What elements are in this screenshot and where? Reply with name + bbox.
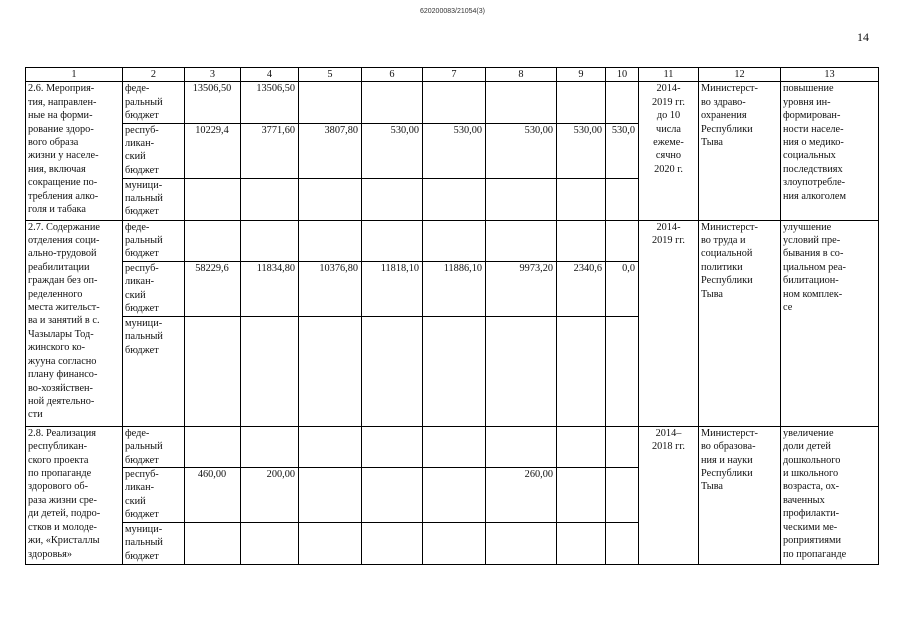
document-id: 620200083/21054(3) xyxy=(419,8,485,15)
budget-value: 530,00 xyxy=(362,123,423,178)
empty-cell xyxy=(606,426,639,467)
result-cell: увеличение доли детей дошкольного и школьного возраста, ох- ваченных профилакти- ческими ме- роприятиями по пропаганде xyxy=(781,426,879,564)
column-number: 12 xyxy=(699,68,781,82)
empty-cell xyxy=(241,178,299,220)
column-number: 3 xyxy=(185,68,241,82)
budget-value: 3807,80 xyxy=(299,123,362,178)
empty-cell xyxy=(486,426,557,467)
empty-cell xyxy=(362,82,423,123)
budget-value: 530,00 xyxy=(423,123,486,178)
empty-cell xyxy=(423,178,486,220)
empty-cell xyxy=(557,523,606,565)
table-row xyxy=(26,220,879,261)
empty-cell xyxy=(423,426,486,467)
budget-value: 530,0 xyxy=(606,123,639,178)
empty-cell xyxy=(557,468,606,523)
empty-cell xyxy=(299,82,362,123)
budget-value: 530,00 xyxy=(557,123,606,178)
empty-cell xyxy=(241,426,299,467)
budget-table xyxy=(25,67,879,565)
budget-value: 11834,80 xyxy=(241,261,299,316)
empty-cell xyxy=(557,178,606,220)
empty-cell xyxy=(362,468,423,523)
period-cell: 2014- 2019 гг. до 10 числа ежеме- сячно 2020 г. xyxy=(639,82,699,220)
empty-cell xyxy=(557,316,606,426)
empty-cell xyxy=(299,426,362,467)
budget-value: 58229,6 xyxy=(185,261,241,316)
budget-value: 2340,6 xyxy=(557,261,606,316)
column-number: 10 xyxy=(606,68,639,82)
empty-cell xyxy=(241,316,299,426)
budget-source: респуб- ликан- ский бюджет xyxy=(123,123,185,178)
empty-cell xyxy=(241,523,299,565)
column-number: 4 xyxy=(241,68,299,82)
empty-cell xyxy=(299,468,362,523)
budget-source: муници- пальный бюджет xyxy=(123,523,185,565)
column-number: 8 xyxy=(486,68,557,82)
budget-value: 260,00 xyxy=(486,468,557,523)
table-row xyxy=(26,82,879,123)
empty-cell xyxy=(423,316,486,426)
empty-cell xyxy=(606,468,639,523)
empty-cell xyxy=(606,82,639,123)
empty-cell xyxy=(486,82,557,123)
empty-cell xyxy=(185,316,241,426)
budget-value: 9973,20 xyxy=(486,261,557,316)
page-number: 14 xyxy=(857,30,869,44)
activity-cell: 2.8. Реализация республикан- ского проекта по пропаганде здорового об- раза жизни сре- ди детей, подро- стков и молоде- жи, «Кристаллы здоровья» xyxy=(26,426,123,564)
period-cell: 2014– 2018 гг. xyxy=(639,426,699,564)
result-cell: повышение уровня ин- формирован- ности населе- ния о медико- социальных последствиях злоупотребле- ния алкоголем xyxy=(781,82,879,220)
empty-cell xyxy=(241,220,299,261)
empty-cell xyxy=(362,426,423,467)
empty-cell xyxy=(362,523,423,565)
empty-cell xyxy=(185,523,241,565)
column-number: 7 xyxy=(423,68,486,82)
empty-cell xyxy=(362,178,423,220)
empty-cell xyxy=(299,178,362,220)
empty-cell xyxy=(362,220,423,261)
column-number: 9 xyxy=(557,68,606,82)
empty-cell xyxy=(185,220,241,261)
empty-cell xyxy=(486,523,557,565)
executor-cell: Министерст- во здраво- охранения Республики Тыва xyxy=(699,82,781,220)
empty-cell xyxy=(423,82,486,123)
budget-source: муници- пальный бюджет xyxy=(123,178,185,220)
empty-cell xyxy=(606,316,639,426)
empty-cell xyxy=(557,220,606,261)
column-number: 1 xyxy=(26,68,123,82)
empty-cell xyxy=(185,178,241,220)
budget-value: 10376,80 xyxy=(299,261,362,316)
budget-source: феде- ральный бюджет xyxy=(123,426,185,467)
result-cell: улучшение условий пре- бывания в со- циальном реа- билитацион- ном комплек- се xyxy=(781,220,879,426)
empty-cell xyxy=(423,220,486,261)
empty-cell xyxy=(299,523,362,565)
column-number: 5 xyxy=(299,68,362,82)
budget-value: 0,0 xyxy=(606,261,639,316)
empty-cell xyxy=(486,220,557,261)
budget-value: 3771,60 xyxy=(241,123,299,178)
empty-cell xyxy=(486,178,557,220)
budget-source: респуб- ликан- ский бюджет xyxy=(123,261,185,316)
budget-source: респуб- ликан- ский бюджет xyxy=(123,468,185,523)
empty-cell xyxy=(486,316,557,426)
header-row xyxy=(26,68,879,82)
budget-value: 200,00 xyxy=(241,468,299,523)
empty-cell xyxy=(362,316,423,426)
column-number: 6 xyxy=(362,68,423,82)
activity-cell: 2.6. Мероприя- тия, направлен- ные на форми- рование здоро- вого образа жизни у населе- ния, включая сокращение по- требления алко- голя и табака xyxy=(26,82,123,220)
budget-source: феде- ральный бюджет xyxy=(123,82,185,123)
activity-cell: 2.7. Содержание отделения соци- ально-трудовой реабилитации граждан без оп- ределенного места жительст- ва и занятий в с. Чазылары Тод- жинского ко- жууна согласно плану финансо- во-хозяйствен- ной деятельно- сти xyxy=(26,220,123,426)
empty-cell xyxy=(423,468,486,523)
empty-cell xyxy=(557,82,606,123)
budget-source: феде- ральный бюджет xyxy=(123,220,185,261)
budget-value: 11818,10 xyxy=(362,261,423,316)
executor-cell: Министерст- во образова- ния и науки Республики Тыва xyxy=(699,426,781,564)
budget-value: 13506,50 xyxy=(241,82,299,123)
empty-cell xyxy=(557,426,606,467)
budget-value: 13506,50 xyxy=(185,82,241,123)
empty-cell xyxy=(299,316,362,426)
empty-cell xyxy=(606,523,639,565)
table-row xyxy=(26,426,879,467)
empty-cell xyxy=(185,426,241,467)
empty-cell xyxy=(299,220,362,261)
column-number: 11 xyxy=(639,68,699,82)
budget-value: 460,00 xyxy=(185,468,241,523)
executor-cell: Министерст- во труда и социальной политики Республики Тыва xyxy=(699,220,781,426)
budget-value: 10229,4 xyxy=(185,123,241,178)
budget-value: 530,00 xyxy=(486,123,557,178)
column-number: 2 xyxy=(123,68,185,82)
column-number: 13 xyxy=(781,68,879,82)
empty-cell xyxy=(606,178,639,220)
empty-cell xyxy=(423,523,486,565)
budget-value: 11886,10 xyxy=(423,261,486,316)
empty-cell xyxy=(606,220,639,261)
budget-source: муници- пальный бюджет xyxy=(123,316,185,426)
period-cell: 2014- 2019 гг. xyxy=(639,220,699,426)
